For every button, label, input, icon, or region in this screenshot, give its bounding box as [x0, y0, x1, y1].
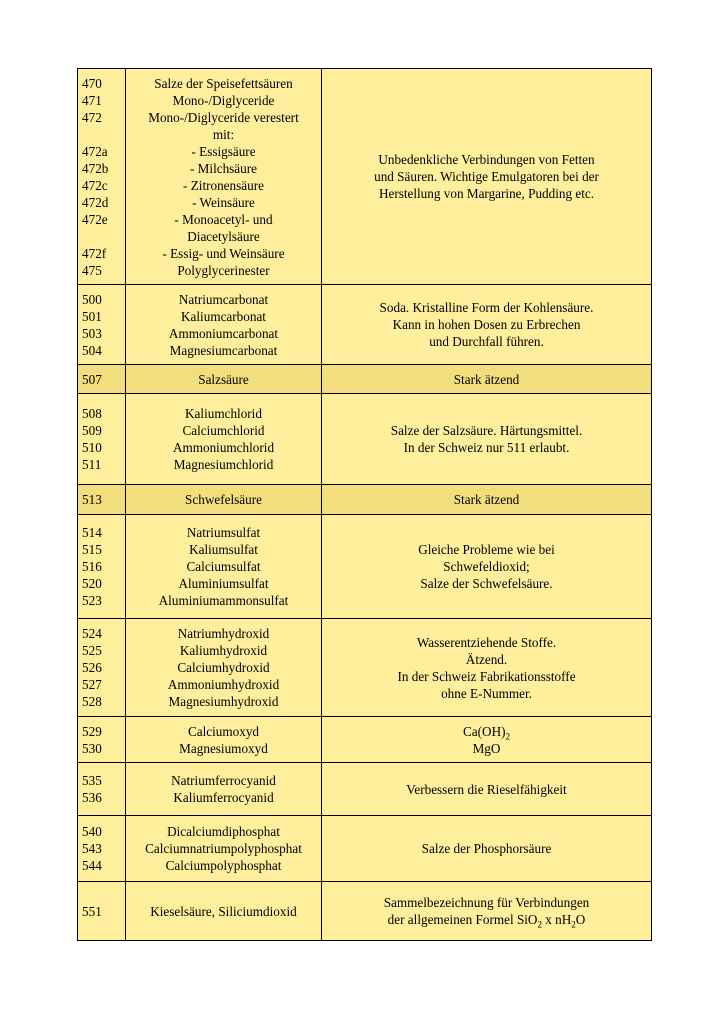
description: Gleiche Probleme wie bei Schwefeldioxid; Salze der Schwefelsäure. — [322, 515, 652, 619]
description: Stark ätzend — [322, 365, 652, 394]
table-row — [78, 365, 652, 394]
e-codes: 513 — [78, 485, 126, 515]
description: Soda. Kristalline Form der Kohlensäure. Kann in hohen Dosen zu Erbrechen und Durchfall führen. — [322, 285, 652, 365]
table-row — [78, 763, 652, 816]
description — [322, 717, 652, 763]
table-row — [78, 619, 652, 717]
description: Salze der Phosphorsäure — [322, 816, 652, 882]
e-number-table — [77, 68, 652, 941]
substance-names: Dicalciumdiphosphat Calciumnatriumpolyphosphat Calciumpolyphosphat — [126, 816, 322, 882]
substance-names: Kieselsäure, Siliciumdioxid — [126, 882, 322, 941]
substance-names: Calciumoxyd Magnesiumoxyd — [126, 717, 322, 763]
e-codes: 508 509 510 511 — [78, 394, 126, 485]
table-row — [78, 394, 652, 485]
e-codes: 529 530 — [78, 717, 126, 763]
table-row — [78, 285, 652, 365]
description: Unbedenkliche Verbindungen von Fetten und Säuren. Wichtige Emulgatoren bei der Herstellung von Margarine, Pudding etc. — [322, 69, 652, 285]
substance-names: Natriumsulfat Kaliumsulfat Calciumsulfat Aluminiumsulfat Aluminiumammonsulfat — [126, 515, 322, 619]
substance-names: Schwefelsäure — [126, 485, 322, 515]
substance-names: Kaliumchlorid Calciumchlorid Ammoniumchlorid Magnesiumchlorid — [126, 394, 322, 485]
description: Wasserentziehende Stoffe. Ätzend. In der Schweiz Fabrikationsstoffe ohne E-Nummer. — [322, 619, 652, 717]
substance-names: Salzsäure — [126, 365, 322, 394]
e-codes: 470 471 472 472a 472b 472c 472d 472e 472f 475 — [78, 69, 126, 285]
table-row — [78, 717, 652, 763]
substance-names: Natriumcarbonat Kaliumcarbonat Ammoniumcarbonat Magnesiumcarbonat — [126, 285, 322, 365]
table-row — [78, 485, 652, 515]
table-row — [78, 515, 652, 619]
e-codes: 514 515 516 520 523 — [78, 515, 126, 619]
formula-caoh2: $Ca(OH)_2$ — [463, 723, 510, 742]
table-row — [78, 816, 652, 882]
substance-names: Natriumferrocyanid Kaliumferrocyanid — [126, 763, 322, 816]
description: Stark ätzend — [322, 485, 652, 515]
description: Salze der Salzsäure. Härtungsmittel. In der Schweiz nur 511 erlaubt. — [322, 394, 652, 485]
substance-names: Natriumhydroxid Kaliumhydroxid Calciumhydroxid Ammoniumhydroxid Magnesiumhydroxid — [126, 619, 322, 717]
formula-mgo: MgO — [472, 740, 501, 756]
formula-sio2: der allgemeinen Formel SiO$_2$ x $nH_2O$ — [387, 912, 586, 930]
e-codes: 540 543 544 — [78, 816, 126, 882]
e-codes: 524 525 526 527 528 — [78, 619, 126, 717]
table-row — [78, 882, 652, 941]
description: Sammelbezeichnung für Verbindungen der allgemeinen Formel SiO$_2$ x $nH_2O$ — [322, 882, 652, 941]
description: Verbessern die Rieselfähigkeit — [322, 763, 652, 816]
substance-names: Salze der Speisefettsäuren Mono-/Diglyceride Mono-/Diglyceride verestert mit: - Essigsäure - Milchsäure - Zitronensäure - Weinsäure - Monoacetyl- und Diacetylsäure - Essig- und Weinsäure Polyglycerinester — [126, 69, 322, 285]
e-codes: 551 — [78, 882, 126, 941]
e-codes: 535 536 — [78, 763, 126, 816]
table-row — [78, 69, 652, 285]
e-codes: 500 501 503 504 — [78, 285, 126, 365]
e-codes: 507 — [78, 365, 126, 394]
